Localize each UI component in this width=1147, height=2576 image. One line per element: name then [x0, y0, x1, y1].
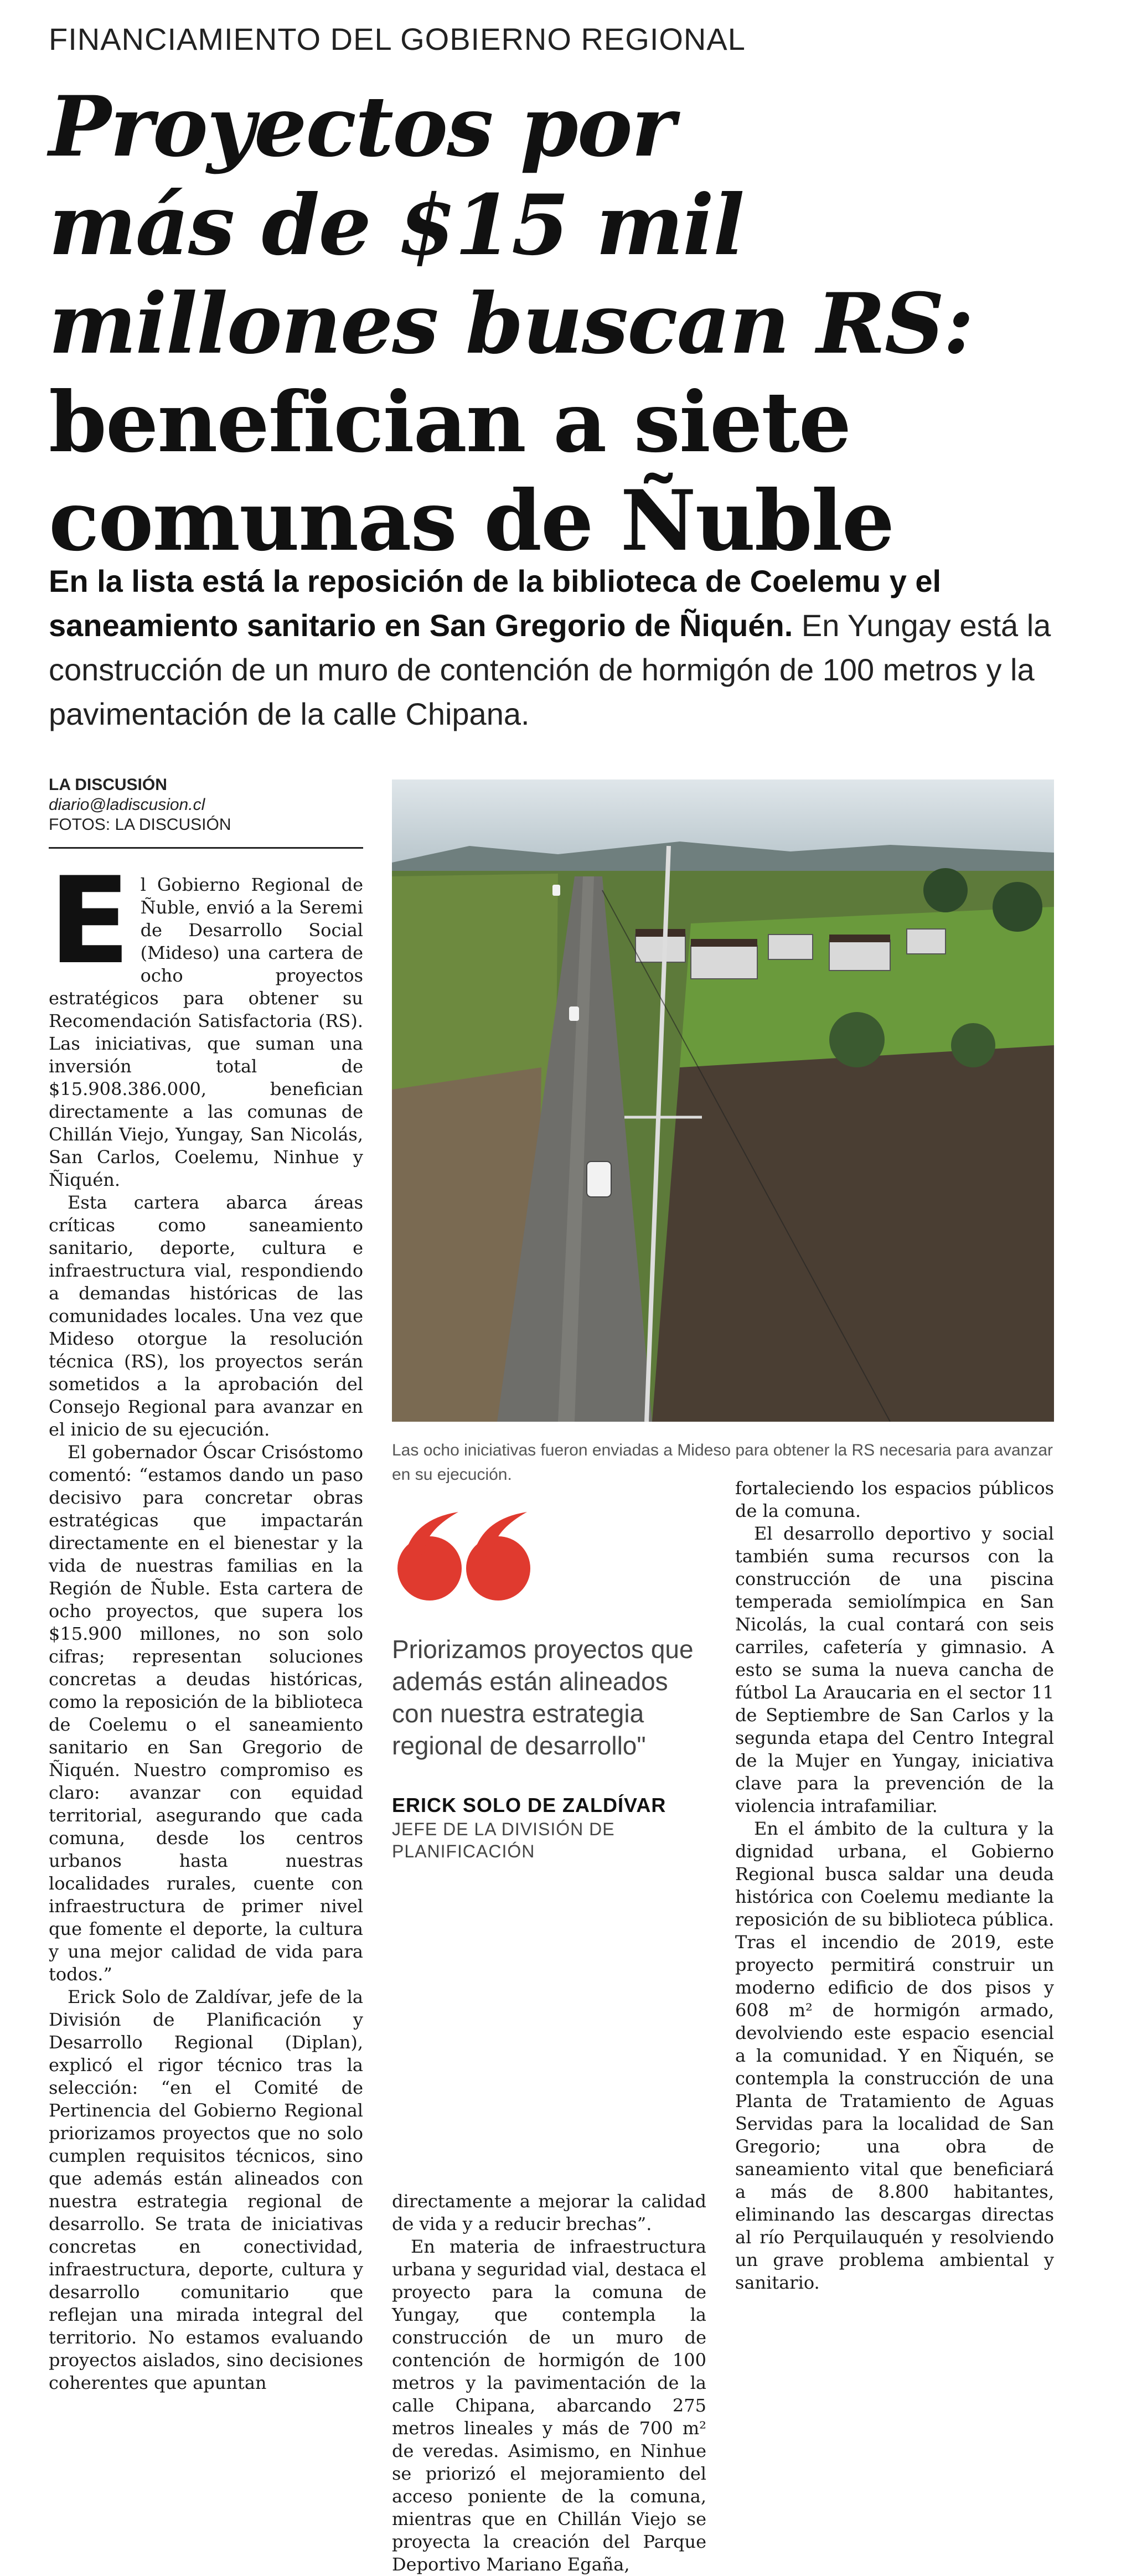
headline-line-2: más de $15 mil — [49, 177, 744, 274]
body-paragraph: En el ámbito de la cultura y la dignidad urbana, el Gobierno Regional busca saldar una deuda histórica con Coelemu mediante la reposición de su biblioteca pública. Tras el incendio de 2019, este proyecto permitirá construir un moderno edificio de dos pisos y 608 m² de hormigón armado, devolviendo este espacio esencial a la comunidad. Y en Ñiquén, se contempla la construcción de una Planta de Tratamiento de Aguas Servidas para la localidad de San Gregorio; una obra de saneamiento vital que beneficiará a más de 8.800 habitantes, eliminando las descargas directas al río Perquilauquén y resolviendo un grave problema ambiental y sanitario. — [735, 1818, 1054, 2293]
drop-cap: E — [49, 851, 131, 990]
body-paragraph: Esta cartera abarca áreas críticas como saneamiento sanitario, deporte, cultura e infraestructura vial, respondiendo a demandas históricas de las comunidades locales. Una vez que Mideso otorgue la resolución técnica (RS), los proyectos serán sometidos a la aprobación del Consejo Regional para avanzar en el inicio de su ejecución. — [49, 1192, 363, 1440]
body-column-2 — [392, 2190, 706, 2576]
byline-email: diario@ladiscusion.cl — [49, 796, 205, 814]
aerial-road-photo — [392, 779, 1054, 1422]
body-paragraph: En materia de infraestructura urbana y seguridad vial, destaca el proyecto para la comuna de Yungay, que contempla la construcción de un muro de contención de hormigón de 100 metros y la pavimentación de la calle Chipana, abarcando 275 metros lineales y más de 700 m² de veredas. Asimismo, en Ninhue se priorizó el mejoramiento del acceso poniente de la comuna, mientras que en Chillán Viejo se proyecta la creación del Parque Deportivo Mariano Egaña, — [392, 2236, 706, 2575]
byline — [49, 775, 231, 835]
body-paragraph: El desarrollo deportivo y social también suma recursos con la construcción de una piscina temperada semiolímpica en San Nicolás, la cual contará con seis carriles, cafetería y gimnasio. A esto se suma la nueva cancha de fútbol La Araucaria en el sector 11 de Septiembre de San Carlos y la segunda etapa del Centro Integral de la Mujer en Yungay, iniciativa clave para la prevención de la violencia intrafamiliar. — [735, 1523, 1054, 1816]
photo-caption: Las ocho iniciativas fueron enviadas a Mideso para obtener la RS necesaria para avanzar en su ejecución. — [392, 1441, 1053, 1484]
body-paragraph: directamente a mejorar la calidad de vida y a reducir brechas”. — [392, 2191, 706, 2234]
body-paragraph: fortaleciendo los espacios públicos de la comuna. — [735, 1478, 1054, 1521]
body-paragraph: El Gobierno Regional de Ñuble, envió a la Seremi de Desarrollo Social (Mideso) una cartera de ocho proyectos estratégicos para obtener su Recomendación Satisfactoria (RS). Las iniciativas, que suman una inversión total de $15.908.386.000, benefician directamente a las comunas de Chillán Viejo, Yungay, San Nicolás, San Carlos, Coelemu, Ninhue y Ñiquén. — [49, 851, 363, 1190]
body-paragraph: Erick Solo de Zaldívar, jefe de la División de Planificación y Desarrollo Regional (Diplan), explicó el rigor técnico tras la selección: “en el Comité de Pertinencia del Gobierno Regional priorizamos proyectos que no solo cumplen requisitos técnicos, sino que además están alineados con nuestra estrategia regional de desarrollo. Se trata de iniciativas concretas en conectividad, infraestructura, deporte, cultura y desarrollo comunitario que reflejan una mirada integral del territorio. No estamos evaluando proyectos aislados, sino decisiones coherentes que apuntan — [49, 1986, 363, 2393]
headline-line-1: Proyectos por — [49, 78, 674, 175]
pull-quote-text: Priorizamos proyectos que además están alineados con nuestra estrategia regional de desarrollo" — [392, 1635, 694, 1760]
headline-line-3: millones buscan RS: — [49, 275, 973, 373]
deck — [49, 559, 1112, 736]
headline-line-5: comunas de Ñuble — [49, 472, 894, 570]
byline-org: LA DISCUSIÓN — [49, 776, 167, 794]
quote-marks-icon — [392, 1509, 536, 1605]
deck-bold: En la lista está la reposición de la biblioteca de Coelemu y el saneamiento sanitario en San Gregorio de Ñiquén. — [49, 564, 942, 643]
pull-quote-role: JEFE DE LA DIVISIÓN DE PLANIFICACIÓN — [392, 1819, 615, 1861]
body-column-1 — [49, 851, 363, 2394]
body-paragraph: El gobernador Óscar Crisóstomo comentó: “estamos dando un paso decisivo para concretar obras estratégicas que impactarán directamente en el bienestar y la vida de nuestras familias en la Región de Ñuble. Esta cartera de ocho proyectos, que supera los $15.900 millones, no son solo cifras; representan soluciones concretas a deudas históricas, como la reposición de la biblioteca de Coelemu o el saneamiento sanitario en San Gregorio de Ñiquén. Nuestro compromiso es claro: avanzar con equidad territorial, asegurando que cada comuna, desde los centros urbanos hasta nuestras localidades rurales, cuente con infraestructura de primer nivel que fomente el deporte, la cultura y una mejor calidad de vida para todos.” — [49, 1442, 363, 1985]
headline-line-4: benefician a siete — [49, 374, 851, 471]
body-column-3 — [735, 1477, 1054, 2294]
deck-regular: En Yungay está la construcción de un muro de contención de hormigón de 100 metros y la pavimentación de la calle Chipana. — [49, 608, 1051, 731]
byline-divider — [49, 847, 363, 849]
section-kicker: FINANCIAMIENTO DEL GOBIERNO REGIONAL — [49, 22, 746, 56]
byline-photos: FOTOS: LA DISCUSIÓN — [49, 815, 231, 834]
photo-illustration — [392, 779, 1054, 1422]
headline — [49, 78, 1100, 570]
pull-quote-name: ERICK SOLO DE ZALDÍVAR — [392, 1794, 666, 1816]
